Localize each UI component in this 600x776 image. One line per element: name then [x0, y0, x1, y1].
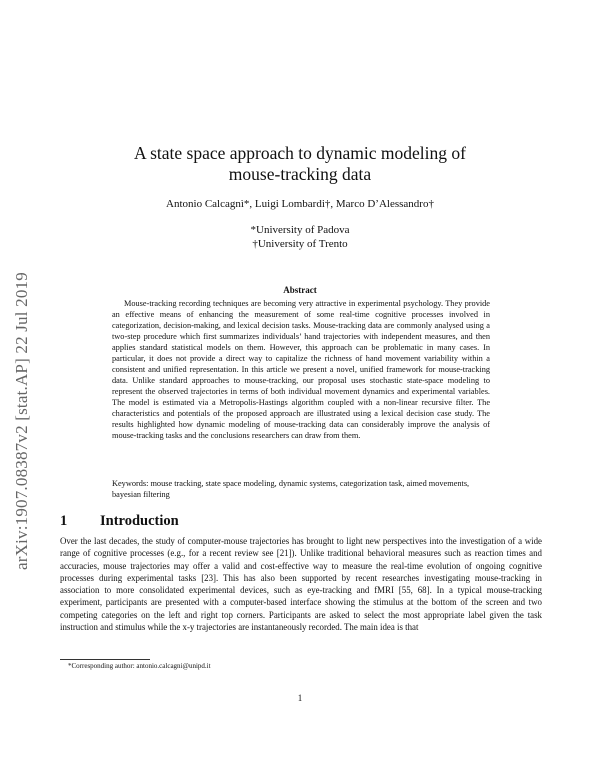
author-list: Antonio Calcagnì*, Luigi Lombardi†, Marco D’Alessandro†: [166, 198, 434, 210]
footnote: *Corresponding author: antonio.calcagni@unipd.it: [68, 662, 211, 670]
abstract-text: Mouse-tracking recording techniques are becoming very attractive in experimental psychology. They provide an effective means of enhancing the measurement of some real-time cognitive processes involved in categorization, decision-making, and lexical decision tasks. Mouse-tracking data are commonly analysed using a two-step procedure which first summarizes individuals’ hand trajectories with independent measures, and then applies standard statistical models on them. However, this approach can be problematic in many cases. In particular, it does not provide a direct way to capitalize the richness of hand movement variability within a consistent and unified representation. In this article we present a novel, unified framework for mouse-tracking data. Unlike standard approaches to mouse-tracking, our proposal uses stochastic state-space modeling to represent the observed trajectories in terms of both individual movement dynamics and experimental variables. The model is estimated via a Metropolis-Hastings algorithm coupled with a non-linear recursive filter. The characteristics and potentials of the proposed approach are illustrated using a lexical decision case study. The results highlighted how dynamic modeling of mouse-tracking data can considerably improve the analysis of mouse-tracking tasks and the conclusions researchers can draw from them.: [112, 299, 490, 440]
abstract-heading: Abstract: [283, 285, 317, 295]
footnote-rule: [60, 659, 150, 660]
title-line-1: A state space approach to dynamic modeling of: [134, 143, 466, 163]
title-line-2: mouse-tracking data: [228, 164, 372, 184]
introduction-paragraph: Over the last decades, the study of computer-mouse trajectories has brought to light new perspectives into the investigation of a wide range of cognitive processes (e.g., for a recent review see [21]). Unlike traditional behavioral measures such as reaction times and accuracies, mouse trajectories may offer a valid and cost-effective way to measure the real-time evolution of ongoing cognitive processes during experimental tasks [23]. This has also been supported by recent researches investigating mouse-tracking in association to more consolidated experimental devices, such as eye-tracking and fMRI [55, 68]. In a typical mouse-tracking experiment, participants are presented with a computer-based interface showing the stimulus at the bottom of the screen and two competing categories on the left and right top corners. Participants are asked to select the most appropriate label given the task instruction and stimulus while the x-y trajectories are instantaneously recorded. The main idea is that: [60, 536, 542, 633]
keywords: Keywords: mouse tracking, state space modeling, dynamic systems, categorization task, aimed movements, bayesian filtering: [112, 479, 470, 499]
arxiv-identifier: arXiv:1907.08387v2 [stat.AP] 22 Jul 2019: [12, 272, 31, 570]
section-title: Introduction: [100, 513, 179, 529]
affiliation-trento: †University of Trento: [252, 238, 348, 250]
paper-title: [0, 143, 600, 185]
page-number: 1: [297, 693, 303, 703]
section-number: 1: [60, 513, 68, 529]
section-heading: [60, 513, 179, 530]
affiliation-padova: *University of Padova: [250, 224, 350, 236]
